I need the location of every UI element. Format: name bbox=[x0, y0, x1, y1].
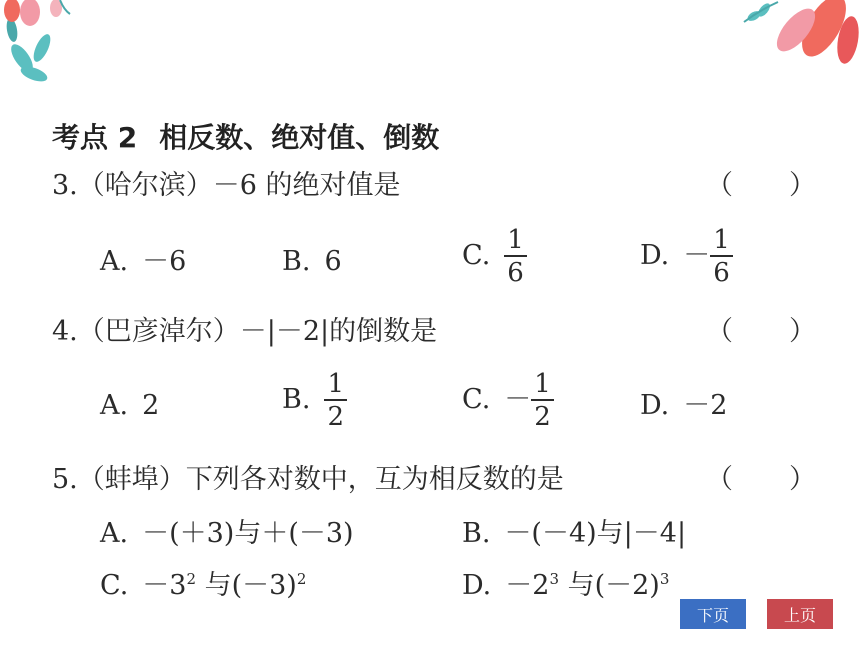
option-key: A. bbox=[100, 390, 129, 421]
denominator: 6 bbox=[710, 255, 733, 288]
question-3-stem bbox=[52, 172, 401, 199]
option-text: 与(－2) bbox=[559, 570, 660, 601]
option-key: B. bbox=[282, 246, 311, 277]
option-key: B. bbox=[282, 384, 311, 416]
bracket-close: ） bbox=[789, 316, 816, 347]
power-base: －2 bbox=[505, 570, 550, 601]
next-page-button[interactable]: 下页 bbox=[680, 599, 746, 629]
q3-option-b[interactable] bbox=[282, 248, 342, 275]
section-title: 相反数、绝对值、倒数 bbox=[159, 121, 440, 154]
q3-option-d[interactable] bbox=[640, 226, 733, 287]
option-key: D. bbox=[640, 240, 670, 272]
q4-option-b[interactable] bbox=[282, 370, 347, 431]
question-text: 下列各对数中，互为相反数的是 bbox=[185, 464, 564, 495]
minus-sign: － bbox=[683, 240, 711, 272]
bracket-close: ） bbox=[789, 464, 816, 495]
option-key: C. bbox=[462, 384, 491, 416]
exponent: 2 bbox=[296, 570, 307, 588]
question-text: －6 的绝对值是 bbox=[212, 170, 401, 201]
option-key: C. bbox=[100, 570, 129, 601]
q3-option-c[interactable] bbox=[462, 226, 527, 287]
q4-option-c[interactable] bbox=[462, 370, 554, 431]
question-5-answer-bracket[interactable] bbox=[706, 466, 816, 493]
option-key: D. bbox=[640, 390, 670, 421]
question-source: （巴彦淖尔） bbox=[77, 316, 240, 347]
question-4-stem bbox=[52, 318, 437, 345]
option-value: －(＋3)与＋(－3) bbox=[142, 518, 354, 549]
numerator: 1 bbox=[534, 369, 551, 399]
fraction bbox=[504, 226, 527, 287]
question-number: 5. bbox=[52, 464, 78, 495]
floral-decoration-right bbox=[720, 0, 860, 95]
denominator: 2 bbox=[531, 399, 554, 432]
question-number: 3. bbox=[52, 170, 78, 201]
option-text: 与(－3) bbox=[196, 570, 297, 601]
question-number: 4. bbox=[52, 316, 78, 347]
option-key: C. bbox=[462, 240, 491, 272]
numerator: 1 bbox=[713, 225, 730, 255]
numerator: 1 bbox=[507, 225, 524, 255]
option-key: A. bbox=[100, 246, 129, 277]
minus-sign: － bbox=[504, 384, 532, 416]
bracket-open: （ bbox=[706, 170, 733, 201]
question-text: －|－2|的倒数是 bbox=[239, 316, 438, 347]
question-4-answer-bracket[interactable] bbox=[706, 318, 816, 345]
option-value: －2 bbox=[683, 390, 728, 421]
question-source: （哈尔滨） bbox=[77, 170, 213, 201]
bracket-open: （ bbox=[706, 316, 733, 347]
question-source: （蚌埠） bbox=[77, 464, 186, 495]
option-value: 6 bbox=[324, 246, 342, 277]
bracket-close: ） bbox=[789, 170, 816, 201]
floral-decoration-left bbox=[0, 0, 120, 95]
fraction bbox=[324, 370, 347, 431]
fraction bbox=[531, 370, 554, 431]
option-key: A. bbox=[100, 518, 129, 549]
q5-option-d[interactable] bbox=[462, 572, 669, 599]
option-key: B. bbox=[462, 518, 491, 549]
option-value: －(－4)与|－4| bbox=[504, 518, 687, 549]
fraction bbox=[710, 226, 733, 287]
exponent: 3 bbox=[659, 570, 670, 588]
q5-option-c[interactable] bbox=[100, 572, 306, 599]
q4-option-a[interactable] bbox=[100, 392, 159, 419]
question-3-answer-bracket[interactable] bbox=[706, 172, 816, 199]
denominator: 6 bbox=[504, 255, 527, 288]
option-key: D. bbox=[462, 570, 492, 601]
denominator: 2 bbox=[324, 399, 347, 432]
q3-option-a[interactable] bbox=[100, 248, 186, 275]
option-value: 2 bbox=[142, 390, 160, 421]
exponent: 2 bbox=[186, 570, 197, 588]
numerator: 1 bbox=[327, 369, 344, 399]
exponent: 3 bbox=[549, 570, 560, 588]
power-base: －3 bbox=[142, 570, 187, 601]
q4-option-d[interactable] bbox=[640, 392, 727, 419]
option-value: －6 bbox=[142, 246, 187, 277]
q5-option-b[interactable] bbox=[462, 520, 686, 547]
previous-page-button[interactable]: 上页 bbox=[767, 599, 833, 629]
section-label: 考点 2 bbox=[52, 121, 138, 154]
question-5-stem bbox=[52, 466, 564, 493]
q5-option-a[interactable] bbox=[100, 520, 354, 547]
section-heading bbox=[52, 116, 439, 156]
bracket-open: （ bbox=[706, 464, 733, 495]
